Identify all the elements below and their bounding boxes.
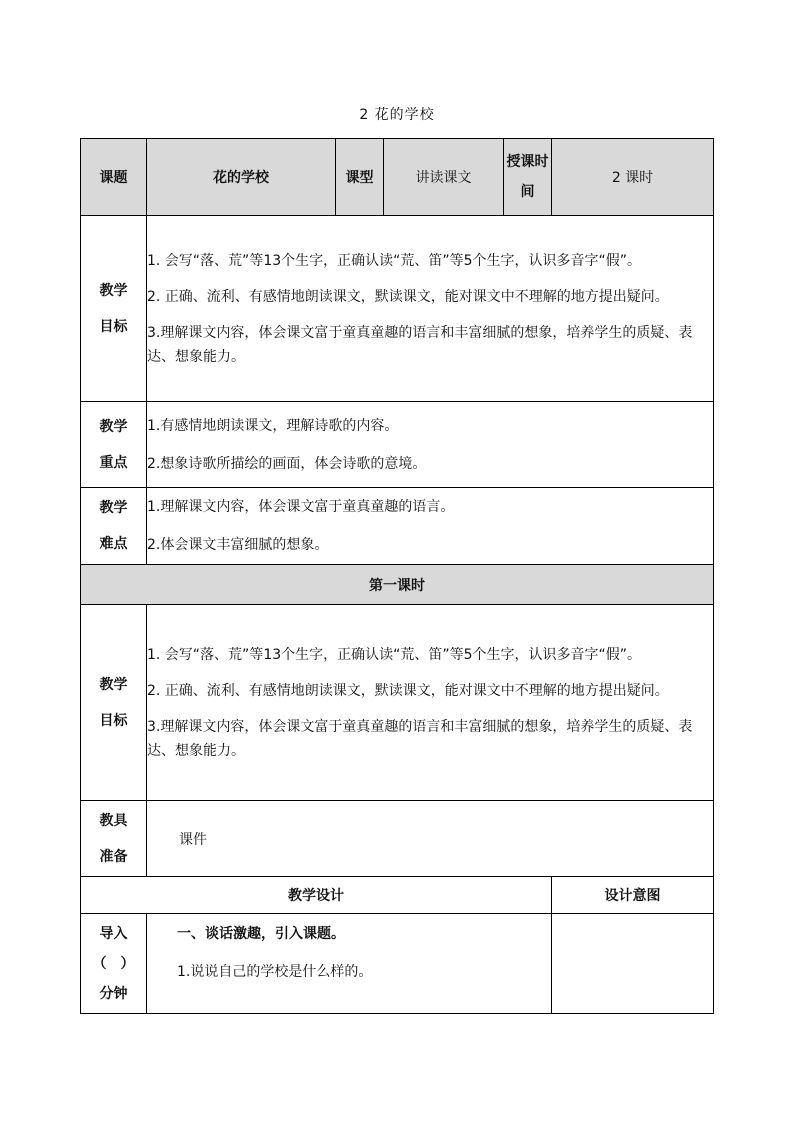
intro-intent-cell xyxy=(552,914,714,1014)
key-point-item: 1.有感情地朗读课文，理解诗歌的内容。 xyxy=(147,417,399,434)
difficulty-item: 2.体会课文丰富细腻的想象。 xyxy=(147,537,329,553)
tools-value: 课件 xyxy=(147,801,714,877)
goal-item: 3.理解课文内容，体会课文富于童真童趣的语言和丰富细腻的想象，培养学生的质疑、表达、想象能力。 xyxy=(147,324,693,365)
lesson-plan-table xyxy=(80,138,714,1014)
design-header-row xyxy=(81,877,714,914)
type-value: 讲读课文 xyxy=(384,139,504,216)
period-goal-item: 2. 正确、流利、有感情地朗读课文，默读课文，能对课文中不理解的地方提出疑问。 xyxy=(147,682,669,699)
lesson-label: 课题 xyxy=(81,139,147,216)
period-goals-row xyxy=(81,605,714,801)
time-label: 授课时间 xyxy=(504,139,552,216)
first-period-title: 第一课时 xyxy=(81,565,714,605)
goals-row xyxy=(81,216,714,402)
key-points-content xyxy=(147,402,714,488)
difficulty-item: 1.理解课文内容，体会课文富于童真童趣的语言。 xyxy=(147,499,455,515)
tools-label-text: 教具准备 xyxy=(99,812,128,865)
document-title: 2 花的学校 xyxy=(359,107,435,123)
tools-row xyxy=(81,801,714,877)
difficulties-row xyxy=(81,488,714,565)
key-points-row xyxy=(81,402,714,488)
key-points-label xyxy=(81,402,147,488)
step-item: 1.说说自己的学校是什么样的。 xyxy=(177,964,373,980)
lesson-title: 花的学校 xyxy=(147,139,336,216)
period-goal-item: 1. 会写“落、荒”等13个生字，正确认读“荒、笛”等5个生字，认识多音字“假”。 xyxy=(147,646,642,663)
difficulties-content xyxy=(147,488,714,565)
goals-content xyxy=(147,216,714,402)
goals-label xyxy=(81,216,147,402)
intro-label-text: 导入（ ）分钟 xyxy=(92,925,135,1002)
goals-label-text: 教学目标 xyxy=(99,282,128,335)
key-points-label-text: 教学重点 xyxy=(99,418,128,471)
goal-item: 2. 正确、流利、有感情地朗读课文，默读课文，能对课文中不理解的地方提出疑问。 xyxy=(147,288,669,305)
tools-label xyxy=(81,801,147,877)
goal-item: 1. 会写“落、荒”等13个生字，正确认读“荒、笛”等5个生字，认识多音字“假”。 xyxy=(147,252,642,269)
intent-label: 设计意图 xyxy=(552,877,714,914)
period-goals-label xyxy=(81,605,147,801)
time-value: 2 课时 xyxy=(552,139,714,216)
design-label: 教学设计 xyxy=(81,877,552,914)
difficulties-label xyxy=(81,488,147,565)
intro-row xyxy=(81,914,714,1014)
period-goal-item: 3.理解课文内容，体会课文富于童真童趣的语言和丰富细腻的想象，培养学生的质疑、表达、想象能力。 xyxy=(147,718,693,759)
difficulties-label-text: 教学难点 xyxy=(99,500,128,552)
first-period-row xyxy=(81,565,714,605)
intro-content xyxy=(147,914,552,1014)
key-point-item: 2.想象诗歌所描绘的画面，体会诗歌的意境。 xyxy=(147,455,427,472)
header-row xyxy=(81,139,714,216)
type-label: 课型 xyxy=(336,139,384,216)
period-goals-content xyxy=(147,605,714,801)
step-title: 一、谈话激趣，引入课题。 xyxy=(177,926,345,942)
intro-label xyxy=(81,914,147,1014)
period-goals-label-text: 教学目标 xyxy=(99,676,128,729)
